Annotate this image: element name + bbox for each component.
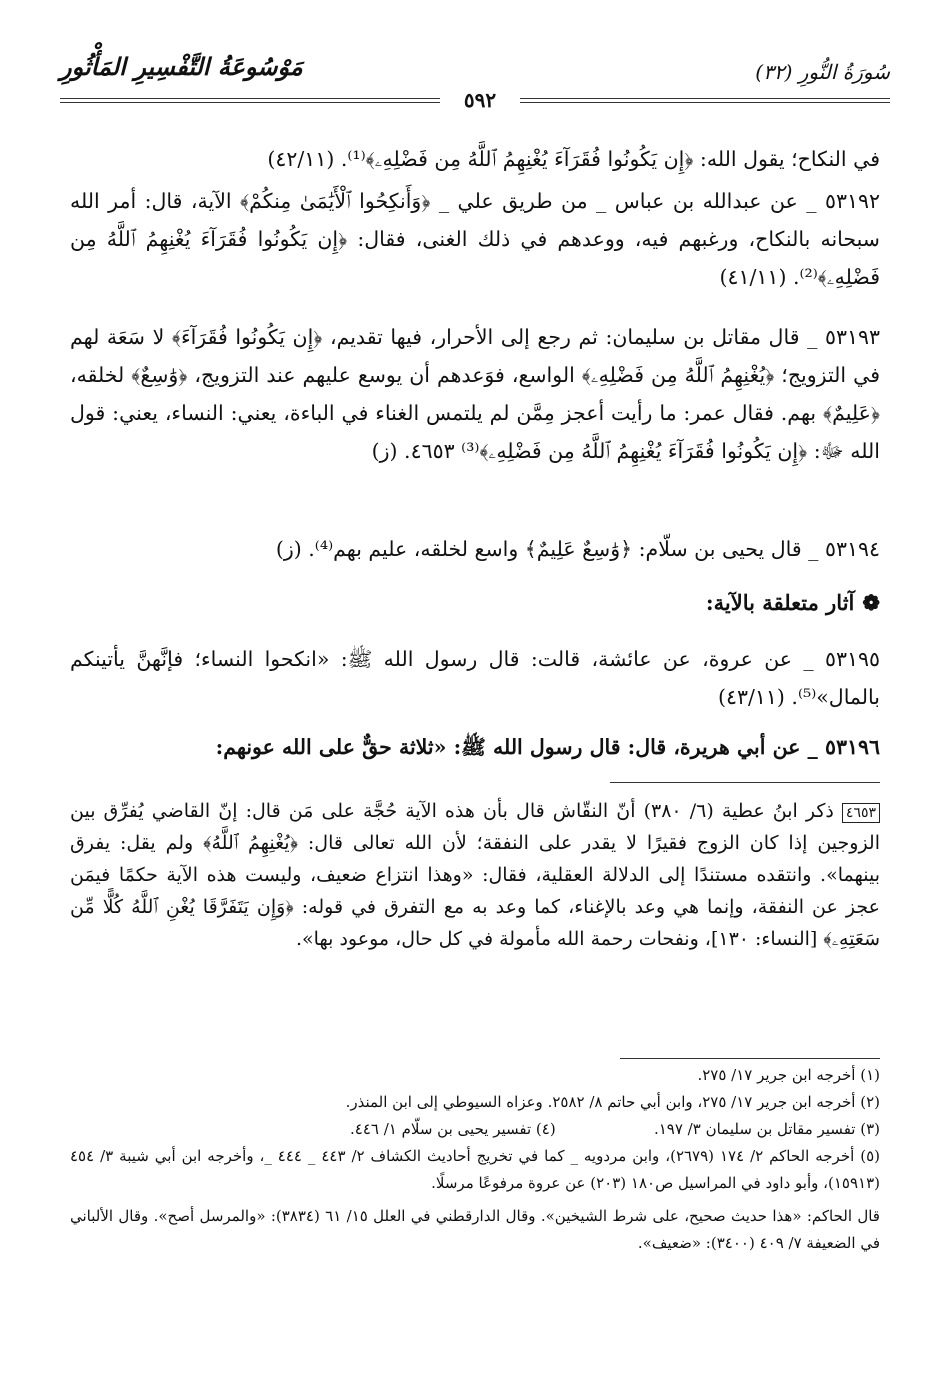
text-line-continuation: في النكاح؛ يقول الله: ﴿إِن يَكُونُوا فُقَرَآءَ يُغْنِهِمُ ٱللَّهُ مِن فَضْلِهِۦ﴾⁽¹⁾. (٤٢/١١): [267, 147, 880, 171]
footnote-1: (١) أخرجه ابن جرير ١٧/ ٢٧٥.: [697, 1066, 880, 1084]
ornament-icon: ❁: [862, 590, 880, 615]
commentary-divider: [610, 782, 880, 783]
commentary-note: [70, 795, 880, 955]
note-number-box: ٤٦٥٣: [842, 803, 880, 823]
footnote-row-3-4: [70, 1116, 880, 1143]
athar-53193: ٥٣١٩٣ _ قال مقاتل بن سليمان: ثم رجع إلى الأحرار، فيها تقديم، ﴿إِن يَكُونُوا فُقَرَآءَ﴾ لا سَعَة لهم في التزويج؛ ﴿يُغْنِهِمُ ٱللَّهُ مِن فَضْلِهِۦ﴾ الواسع، فوَعدهم أن يوسع عليهم عند التزويج، ﴿وَٰسِعٌ﴾ لخلقه، ﴿عَلِيمٌ﴾ بهم. فقال عمر: ما رأيت أعجز مِمَّن لم يلتمس الغناء في الباءة، يعني: النساء، يعني: قول الله ﷻ: ﴿إِن يَكُونُوا فُقَرَآءَ يُغْنِهِمُ ٱللَّهُ مِن فَضْلِهِۦ﴾⁽³⁾ ٤٦٥٣. (ز): [70, 325, 880, 463]
commentary-text: ذكر ابنُ عطية (٦/ ٣٨٠) أنّ النقّاش قال بأن هذه الآية حُجَّة على مَن قال: إنّ القاضي يُفرِّق بين الزوجين إذا كان الزوج فقيرًا لا يقدر على النفقة؛ لأن الله تعالى قال: ﴿يُغْنِهِمُ ٱللَّهُ﴾ ولم يقل: يفرق بينهما». وانتقده مستندًا إلى الدلالة العقلية، فقال: «وهذا انتزاع ضعيف، وليست هذه الآية حكمًا فيمَن عجز عن النفقة، وإنما هي وعد بالإغناء، كما وعد به مع التفرق في قوله: ﴿وَإِن يَتَفَرَّقَا يُغْنِ ٱللَّهُ كُلًّا مِّن سَعَتِهِۦ﴾ [النساء: ١٣٠]، ونفحات رحمة الله مأمولة في كل حال، موعود بها».: [70, 800, 880, 950]
athar-53196: ٥٣١٩٦ _ عن أبي هريرة، قال: قال رسول الله ﷺ: «ثلاثة حقٌّ على الله عونهم:: [215, 735, 880, 759]
page-header: [60, 52, 890, 112]
footnote-3: (٣) تفسير مقاتل بن سليمان ٣/ ١٩٧.: [653, 1120, 880, 1138]
athar-53192: ٥٣١٩٢ _ عن عبدالله بن عباس _ من طريق علي _ ﴿وَأَنكِحُوا ٱلْأَيَٰمَىٰ مِنكُمْ﴾ الآية، قال: أمر الله سبحانه بالنكاح، ورغبهم فيه، ووعدهم في ذلك الغنى، فقال: ﴿إِن يَكُونُوا فُقَرَآءَ يُغْنِهِمُ ٱللَّهُ مِن فَضْلِهِۦ﴾⁽²⁾. (٤١/١١): [70, 189, 880, 289]
footnote-4: (٤) تفسير يحيى بن سلّام ١/ ٤٤٦.: [350, 1120, 556, 1138]
book-title: مَوْسُوعَةُ التَّفْسِيرِ المَأْثُورِ: [60, 52, 303, 81]
footnotes: [70, 1062, 880, 1257]
footnote-5: (٥) أخرجه الحاكم ٢/ ١٧٤ (٢٦٧٩)، وابن مردويه _ كما في تخريج أحاديث الكشاف ٢/ ٤٤٣ _ ٤٤٤ _، وأخرجه ابن أبي شيبة ٣/ ٤٥٤ (١٥٩١٣)، وأبو داود في المراسيل ص١٨٠ (٢٠٣) عن عروة مرفوعًا مرسلًا.: [70, 1147, 880, 1192]
section-title: آثار متعلقة بالآية:: [705, 590, 855, 615]
footnotes-divider: [620, 1058, 880, 1059]
section-heading: [706, 590, 880, 615]
footnote-2: (٢) أخرجه ابن جرير ١٧/ ٢٧٥، وابن أبي حاتم ٨/ ٢٥٨٢. وعزاه السيوطي إلى ابن المنذر.: [345, 1093, 880, 1111]
page-number: ٥٩٢: [440, 88, 520, 112]
surah-title: سُورَةُ النُّورِ (٣٢): [755, 60, 890, 84]
athar-53195: ٥٣١٩٥ _ عن عروة، عن عائشة، قالت: قال رسول الله ﷺ: «انكحوا النساء؛ فإنَّهنَّ يأتينكم بالمال»⁽⁵⁾. (٤٣/١١): [70, 647, 880, 709]
footnote-5-continuation: قال الحاكم: «هذا حديث صحيح، على شرط الشيخين». وقال الدارقطني في العلل ١٥/ ٦١ (٣٨٣٤): «والمرسل أصح». وقال الألباني في الضعيفة ٧/ ٤٠٩ (٣٤٠٠): «ضعيف».: [70, 1207, 880, 1252]
athar-53194: ٥٣١٩٤ _ قال يحيى بن سلّام: ﴿وَٰسِعٌ عَلِيمٌ﴾ واسع لخلقه، عليم بهم⁽⁴⁾. (ز): [275, 537, 880, 561]
